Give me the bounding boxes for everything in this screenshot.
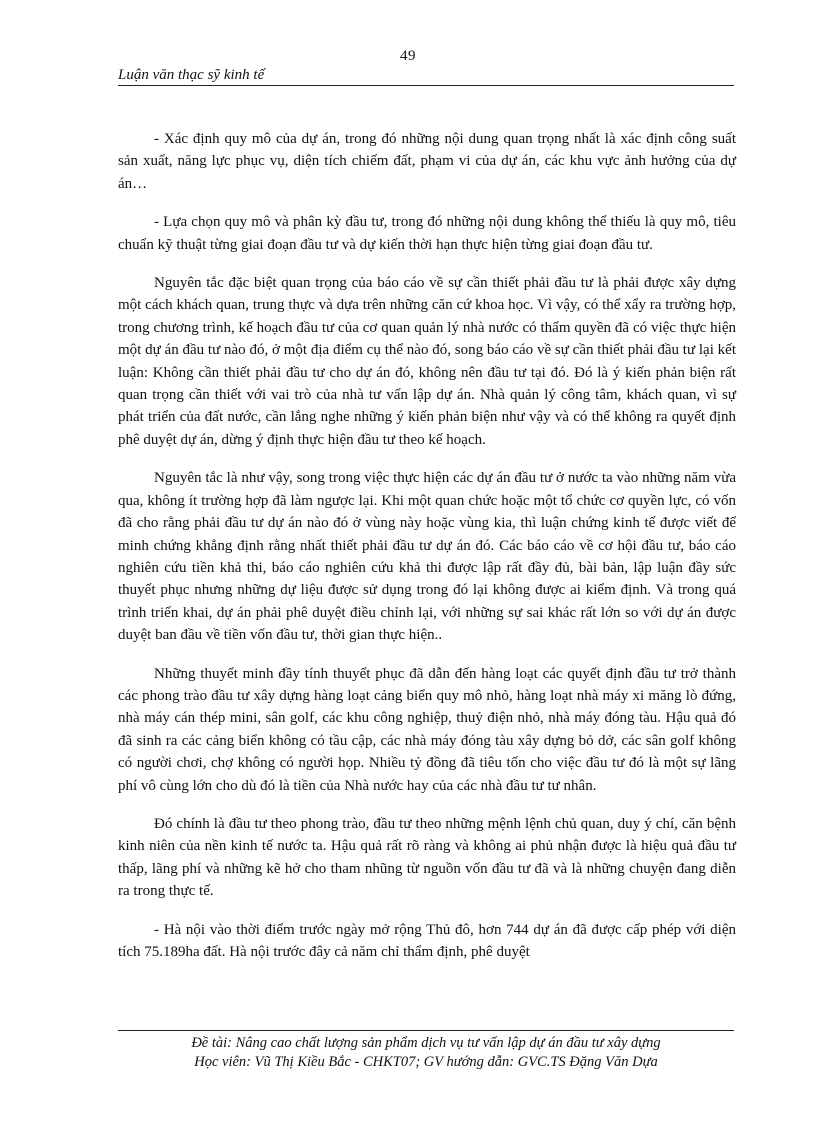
running-header: Luận văn thạc sỹ kinh tế (118, 66, 734, 86)
page-number: 49 (400, 48, 416, 64)
paragraph: Những thuyết minh đầy tính thuyết phục đã dẫn đến hàng loạt các quyết định đầu tư trở thành các phong trào đầu tư xây dựng hàng loạt cảng biển quy mô nhỏ, hàng loạt nhà máy xi măng lò đứng, nhà máy cán thép mini, sân golf, các khu công nghiệp, thuỷ điện nhỏ, nhà máy đóng tàu. Hậu quả đó đã sinh ra các cảng biển không có tầu cập, các nhà máy đóng tàu xây dựng bỏ dở, các sân golf không có người chơi, chợ không có người họp. Nhiều tỷ đồng đã tiêu tốn cho việc đầu tư đó là một sự lãng phí vô cùng lớn cho dù đó là tiền của Nhà nước hay của các nhà đầu tư tư nhân. (118, 665, 736, 794)
paragraph: - Xác định quy mô của dự án, trong đó những nội dung quan trọng nhất là xác định công suất sản xuất, năng lực phục vụ, diện tích chiếm đất, phạm vi của dự án, các khu vực ảnh hưởng của dự án… (118, 131, 736, 192)
footer-topic: Đề tài: Nâng cao chất lượng sản phẩm dịch vụ tư vấn lập dự án đầu tư xây dựng (191, 1035, 661, 1051)
paragraph: - Hà nội vào thời điểm trước ngày mở rộng Thủ đô, hơn 744 dự án đã được cấp phép với diện tích 75.189ha đất. Hà nội trước đây cả năm chỉ thẩm định, phê duyệt (118, 921, 736, 960)
paragraph: Nguyên tắc là như vậy, song trong việc thực hiện các dự án đầu tư ở nước ta vào những năm vừa qua, không ít trường hợp đã làm ngược lại. Khi một quan chức hoặc một tổ chức cơ quyền lực, có vốn đã cho rằng phải đầu tư dự án nào đó ở vùng này hoặc vùng kia, thì luận chứng kinh tế được viết để minh chứng khẳng định rằng nhất thiết phải đầu tư dự án đó. Các báo cáo về cơ hội đầu tư, báo cáo nghiên cứu tiền khả thi, báo cáo nghiên cứu khả thi được lập rất đầy đủ, bài bản, lập luận đầy sức thuyết phục nhưng những dự liệu được sử dụng trong đó lại không được ai kiểm định. Và trong quá trình triển khai, dự án phải phê duyệt điều chỉnh lại, với những sự sai khác rất lớn so với dự án được duyệt ban đầu về tiền vốn đầu tư, thời gian thực hiện.. (118, 470, 736, 644)
paragraph: - Lựa chọn quy mô và phân kỳ đầu tư, trong đó những nội dung không thể thiếu là quy mô, tiêu chuẩn kỹ thuật từng giai đoạn đầu tư và dự kiến thời hạn thực hiện từng giai đoạn đầu tư. (118, 214, 736, 253)
document-body (118, 128, 736, 979)
paragraph: Nguyên tắc đặc biệt quan trọng của báo cáo về sự cần thiết phải đầu tư là phải được xây dựng một cách khách quan, trung thực và dựa trên những căn cứ khoa học. Vì vậy, có thể xẩy ra trường hợp, trong chương trình, kế hoạch đầu tư của cơ quan quản lý nhà nước có thẩm quyền đã có việc thực hiện một dự án đầu tư nào đó, ở một địa điểm cụ thể nào đó, song báo cáo về sự cần thiết phải đầu tư lại kết luận: Không cần thiết phải đầu tư cho dự án đó, không nên đầu tư tại đó. Đó là ý kiến phản biện rất quan trọng cần thiết với vai trò của nhà tư vấn lập dự án. Nhà quản lý công tâm, khách quan, vì sự phát triển của đất nước, cần lắng nghe những ý kiến phản biện như vậy và có thể không ra quyết định phê duyệt dự án, dừng ý định thực hiện đầu tư theo kế hoạch. (118, 275, 736, 448)
page-footer (118, 1030, 734, 1072)
footer-author: Học viên: Vũ Thị Kiều Bắc - CHKT07; GV hướng dẫn: GVC.TS Đặng Văn Dựa (194, 1054, 658, 1070)
paragraph: Đó chính là đầu tư theo phong trào, đầu tư theo những mệnh lệnh chủ quan, duy ý chí, căn bệnh kinh niên của nền kinh tế nước ta. Hậu quả rất rõ ràng và không ai phủ nhận được là hiệu quả đầu tư thấp, lãng phí và những kẽ hở cho tham nhũng từ nguồn vốn đầu tư đã và là những chuyện đang diễn ra trong thực tế. (118, 815, 736, 900)
